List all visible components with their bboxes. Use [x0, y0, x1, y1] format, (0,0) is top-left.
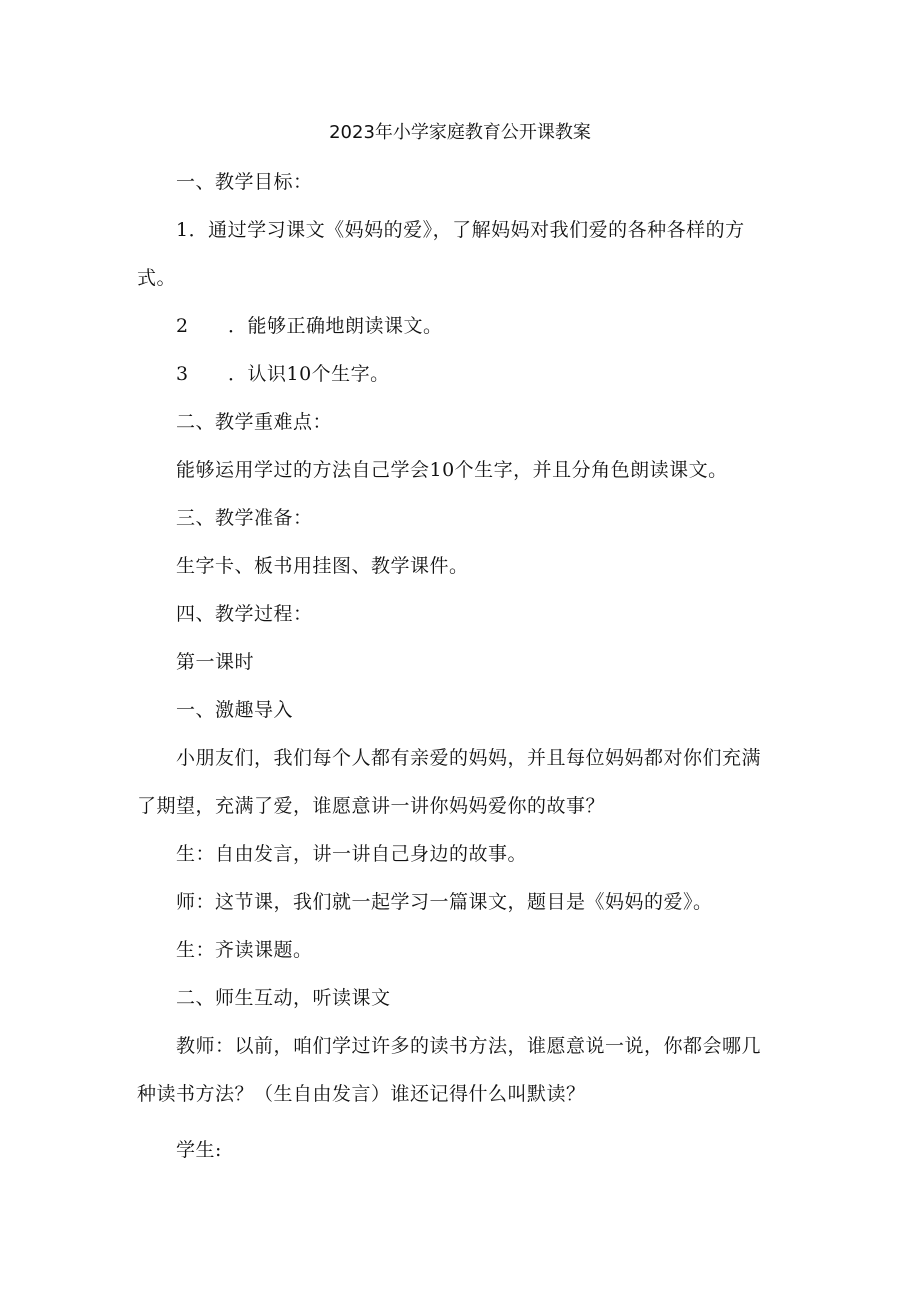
paragraph-1-line-1: 小朋友们，我们每个人都有亲爱的妈妈，并且每位妈妈都对你们充满	[176, 747, 762, 769]
student-response-3: 学生:	[176, 1139, 222, 1161]
preparation-text: 生字卡、板书用挂图、教学课件。	[176, 555, 469, 577]
lesson-label: 第一课时	[176, 651, 255, 673]
paragraph-1-line-2: 了期望，充满了爱，谁愿意讲一讲你妈妈爱你的故事？	[137, 795, 606, 817]
goal-2-number: 2	[176, 315, 189, 337]
step-1-heading: 一、激趣导入	[176, 699, 294, 721]
paragraph-2-line-2: 种读书方法？（生自由发言）谁还记得什么叫默读？	[137, 1083, 586, 1105]
section-heading-key-points: 二、教学重难点：	[176, 411, 333, 433]
section-heading-goals: 一、教学目标：	[176, 171, 313, 193]
teacher-statement-1: 师：这节课，我们就一起学习一篇课文，题目是《妈妈的爱》。	[176, 891, 713, 913]
document-title: 2023年小学家庭教育公开课教案	[329, 122, 591, 143]
goal-2-text: ．能够正确地朗读课文。	[228, 315, 443, 337]
goal-3-number: 3	[176, 363, 189, 385]
student-response-1: 生：自由发言，讲一讲自己身边的故事。	[176, 843, 528, 865]
student-response-2: 生：齐读课题。	[176, 939, 313, 961]
goal-1-line-1: 1．通过学习课文《妈妈的爱》，了解妈妈对我们爱的各种各样的方	[176, 219, 745, 241]
goal-3-text: ．认识10个生字。	[228, 363, 390, 385]
section-heading-process: 四、教学过程：	[176, 603, 313, 625]
paragraph-2-line-1: 教师：以前，咱们学过许多的读书方法，谁愿意说一说，你都会哪几	[176, 1035, 762, 1057]
section-heading-preparation: 三、教学准备：	[176, 507, 313, 529]
key-points-text: 能够运用学过的方法自己学会10个生字，并且分角色朗读课文。	[176, 459, 728, 481]
step-2-heading: 二、师生互动，听读课文	[176, 987, 391, 1009]
goal-1-line-2: 式。	[137, 267, 177, 289]
